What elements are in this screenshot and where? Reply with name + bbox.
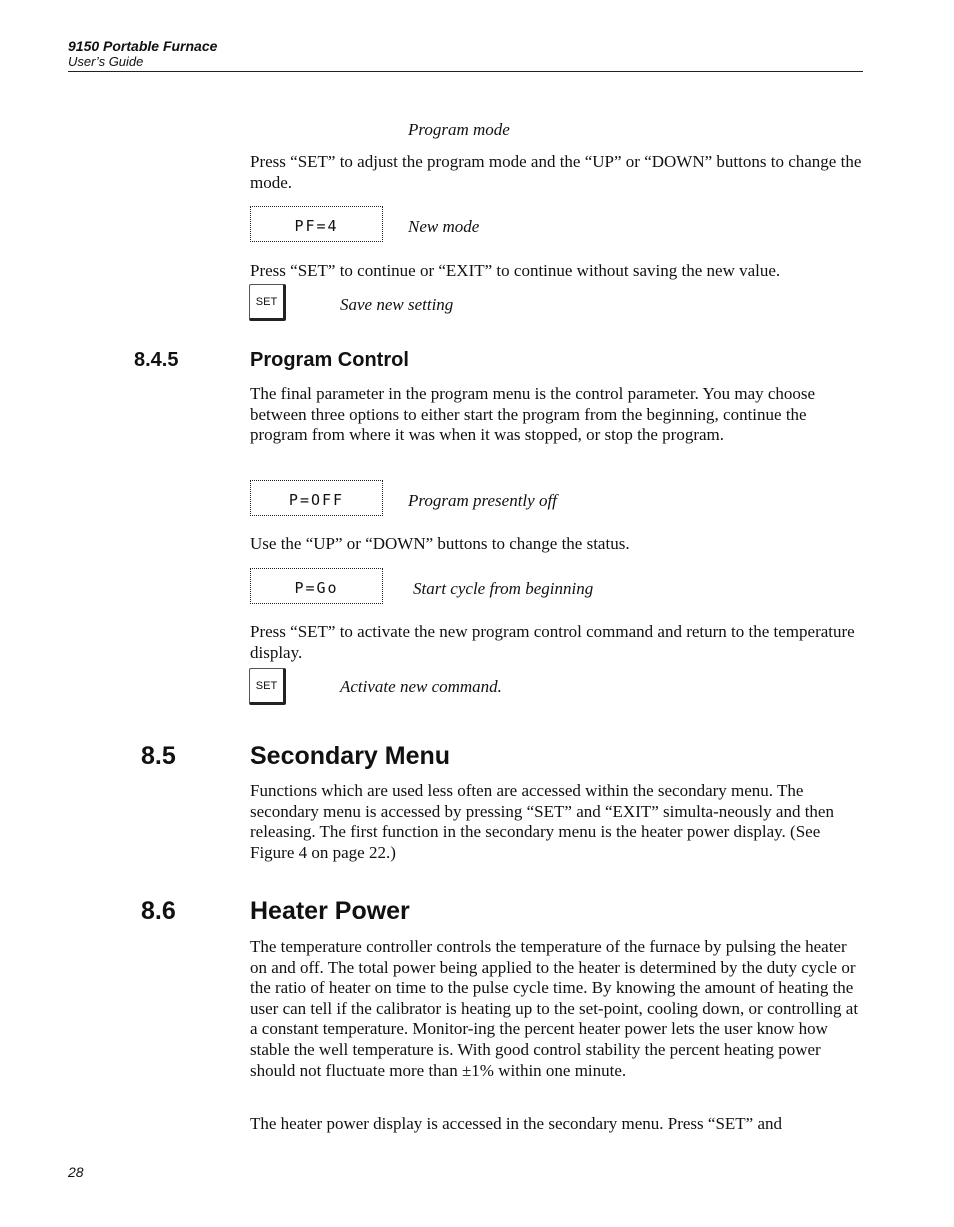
section-title-program-control: Program Control: [250, 349, 409, 371]
heater-power-paragraph-2: The heater power display is accessed in the secondary menu. Press “SET” and: [250, 1114, 783, 1133]
new-mode-caption: New mode: [408, 217, 480, 236]
program-control-paragraph-2: Use the “UP” or “DOWN” buttons to change the status.: [250, 534, 630, 553]
heater-power-paragraph: The temperature controller controls the temperature of the furnace by pulsing the heater on and off. The total power being applied to the heater is determined by the duty cycle or the ratio of heater on time to the pulse cycle time. By knowing the amount of heating the user can tell if the calibrator is heating up to the set-point, cooling down, or controlling at a constant temperature. Monitor-ing the percent heater power lets the user know how stable the well temperature is. With good control stability the percent heating power should not fluctuate more than ±1% within one minute.: [250, 937, 859, 1080]
lcd-display-p-off: P=OFF: [250, 480, 383, 516]
section-number-8-4-5: 8.4.5: [134, 349, 179, 371]
secondary-menu-paragraph: Functions which are used less often are accessed within the secondary menu. The secondary menu is accessed by pressing “SET” and “EXIT” simulta-neously and then releasing. The first function in the secondary menu is the heater power display. (See Figure 4 on page 22.): [250, 781, 834, 862]
section-number-8-5: 8.5: [141, 742, 176, 770]
save-new-setting-caption: Save new setting: [340, 295, 454, 314]
set-key-icon: SET: [249, 284, 286, 321]
set-key-icon-2: SET: [249, 668, 286, 705]
page-number: 28: [68, 1164, 84, 1180]
program-mode-paragraph-2: Press “SET” to continue or “EXIT” to continue without saving the new value.: [250, 261, 781, 280]
program-mode-caption: Program mode: [408, 120, 510, 139]
program-presently-off-caption: Program presently off: [408, 491, 557, 510]
section-title-heater-power: Heater Power: [250, 897, 410, 925]
lcd-display-p-go: P=Go: [250, 568, 383, 604]
running-header: [68, 38, 863, 72]
program-control-paragraph-3: Press “SET” to activate the new program control command and return to the temperature display.: [250, 622, 855, 662]
header-title: 9150 Portable Furnace: [68, 38, 218, 54]
activate-new-command-caption: Activate new command.: [340, 677, 502, 696]
section-title-secondary-menu: Secondary Menu: [250, 742, 451, 770]
program-mode-paragraph: Press “SET” to adjust the program mode and the “UP” or “DOWN” buttons to change the mode.: [250, 152, 862, 192]
program-control-paragraph: The final parameter in the program menu is the control parameter. You may choose between three options to either start the program from the beginning, continue the program from where it was when it was stopped, or stop the program.: [250, 384, 816, 445]
lcd-display-new-mode: PF=4: [250, 206, 383, 242]
header-subtitle: User’s Guide: [68, 54, 144, 69]
section-number-8-6: 8.6: [141, 897, 176, 925]
start-cycle-caption: Start cycle from beginning: [413, 579, 594, 598]
